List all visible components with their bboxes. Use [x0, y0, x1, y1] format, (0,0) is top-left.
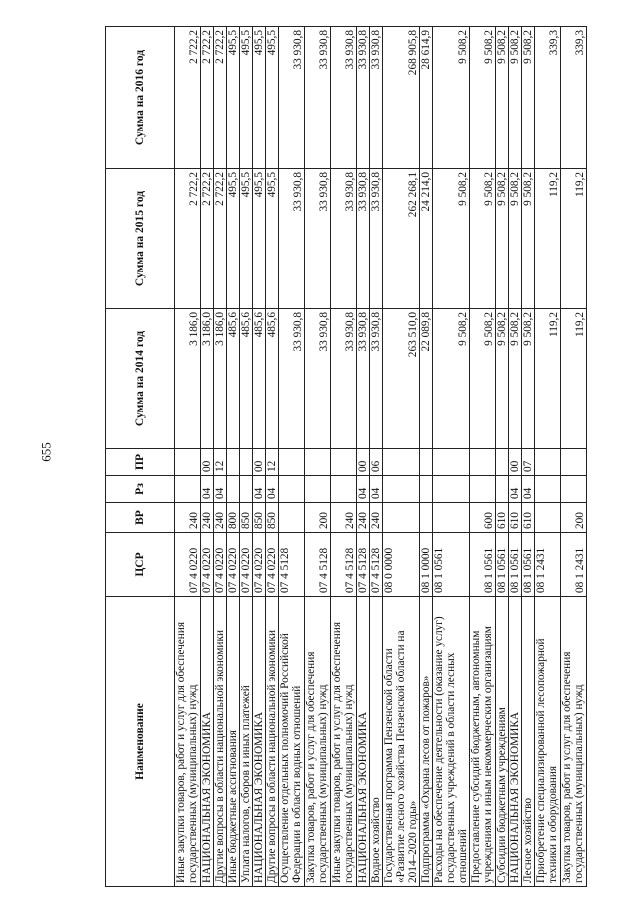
cell-sum-2015: 9 508,2 — [496, 169, 509, 309]
cell-name: НАЦИОНАЛЬНАЯ ЭКОНОМИКА — [201, 597, 214, 887]
cell-sum-2015: 33 930,8 — [370, 169, 383, 309]
cell-vr: 240 — [201, 503, 214, 533]
cell-vr: 240 — [357, 503, 370, 533]
cell-csr: 08 0 0000 — [383, 533, 420, 597]
cell-vr — [433, 503, 470, 533]
cell-pr: 12 — [214, 449, 227, 476]
cell-pr — [470, 449, 496, 476]
cell-pr — [240, 449, 253, 476]
cell-sum-2015: 495,5 — [253, 169, 266, 309]
cell-sum-2016: 2 722,2 — [175, 27, 201, 169]
cell-sum-2015: 9 508,2 — [433, 169, 470, 309]
table-row — [266, 27, 279, 887]
cell-sum-2015: 2 722,2 — [175, 169, 201, 309]
cell-rz — [305, 476, 331, 503]
budget-table — [105, 26, 587, 887]
cell-sum-2016: 33 930,8 — [357, 27, 370, 169]
cell-rz: 04 — [357, 476, 370, 503]
cell-rz — [535, 476, 561, 503]
table-row — [175, 27, 201, 887]
cell-sum-2014: 485,6 — [240, 309, 253, 449]
cell-name: Иные закупки товаров, работ и услуг для обеспечения государственных (муниципальных) нужд — [175, 597, 201, 887]
cell-vr: 240 — [331, 503, 357, 533]
cell-sum-2014: 33 930,8 — [370, 309, 383, 449]
cell-sum-2014: 22 089,8 — [420, 309, 433, 449]
cell-csr: 07 4 0220 — [253, 533, 266, 597]
cell-vr: 610 — [509, 503, 522, 533]
cell-sum-2014: 485,6 — [266, 309, 279, 449]
cell-rz — [383, 476, 420, 503]
cell-vr — [420, 503, 433, 533]
cell-sum-2014: 9 508,2 — [470, 309, 496, 449]
cell-sum-2015: 24 214,0 — [420, 169, 433, 309]
cell-vr: 240 — [214, 503, 227, 533]
cell-csr: 08 1 0561 — [509, 533, 522, 597]
cell-pr: 00 — [201, 449, 214, 476]
cell-sum-2016: 33 930,8 — [331, 27, 357, 169]
cell-name: Субсидии бюджетным учреждениям — [496, 597, 509, 887]
cell-pr — [227, 449, 240, 476]
cell-sum-2015: 33 930,8 — [279, 169, 305, 309]
table-header-row — [106, 27, 175, 887]
cell-rz: 04 — [266, 476, 279, 503]
table-row — [201, 27, 214, 887]
cell-name: НАЦИОНАЛЬНАЯ ЭКОНОМИКА — [357, 597, 370, 887]
cell-pr — [496, 449, 509, 476]
cell-vr: 600 — [470, 503, 496, 533]
cell-sum-2014: 9 508,2 — [433, 309, 470, 449]
header-name: Наименование — [106, 597, 175, 887]
cell-pr: 00 — [509, 449, 522, 476]
cell-sum-2016: 495,5 — [227, 27, 240, 169]
cell-csr: 08 1 0561 — [496, 533, 509, 597]
cell-rz — [561, 476, 587, 503]
cell-name: Другие вопросы в области национальной экономики — [266, 597, 279, 887]
cell-sum-2016: 9 508,2 — [509, 27, 522, 169]
cell-sum-2016: 28 614,9 — [420, 27, 433, 169]
cell-name: Закупка товаров, работ и услуг для обеспечения государственных (муниципальных) нужд — [305, 597, 331, 887]
table-row — [509, 27, 522, 887]
cell-sum-2014: 3 186,0 — [201, 309, 214, 449]
cell-pr — [175, 449, 201, 476]
cell-rz — [240, 476, 253, 503]
header-sum-2014: Сумма на 2014 год — [106, 309, 175, 449]
cell-sum-2014: 3 186,0 — [175, 309, 201, 449]
cell-vr: 610 — [496, 503, 509, 533]
cell-vr — [535, 503, 561, 533]
cell-sum-2014: 33 930,8 — [331, 309, 357, 449]
cell-csr: 08 1 0561 — [470, 533, 496, 597]
cell-csr: 07 4 0220 — [201, 533, 214, 597]
cell-rz: 04 — [509, 476, 522, 503]
cell-sum-2016: 2 722,2 — [201, 27, 214, 169]
cell-name: Подпрограмма «Охрана лесов от пожаров» — [420, 597, 433, 887]
cell-sum-2014: 33 930,8 — [357, 309, 370, 449]
header-pr: ПР — [106, 449, 175, 476]
cell-name: Государственная программа Пензенской области «Развитие лесного хозяйства Пензенской области на 2014–2020 годы» — [383, 597, 420, 887]
table-row — [470, 27, 496, 887]
cell-rz — [227, 476, 240, 503]
cell-pr — [383, 449, 420, 476]
cell-sum-2014: 33 930,8 — [305, 309, 331, 449]
cell-rz — [420, 476, 433, 503]
cell-rz — [331, 476, 357, 503]
cell-sum-2014: 33 930,8 — [279, 309, 305, 449]
cell-csr: 07 4 5128 — [370, 533, 383, 597]
cell-vr: 200 — [305, 503, 331, 533]
cell-vr: 610 — [522, 503, 535, 533]
cell-pr: 06 — [370, 449, 383, 476]
header-vr: ВР — [106, 503, 175, 533]
cell-sum-2015: 119,2 — [535, 169, 561, 309]
cell-sum-2015: 33 930,8 — [305, 169, 331, 309]
cell-csr: 07 4 5128 — [331, 533, 357, 597]
cell-sum-2016: 495,5 — [253, 27, 266, 169]
cell-sum-2014: 263 510,0 — [383, 309, 420, 449]
cell-sum-2016: 9 508,2 — [522, 27, 535, 169]
cell-pr: 07 — [522, 449, 535, 476]
cell-pr — [561, 449, 587, 476]
header-rz: Рз — [106, 476, 175, 503]
cell-pr — [279, 449, 305, 476]
cell-rz: 04 — [522, 476, 535, 503]
cell-vr: 200 — [561, 503, 587, 533]
table-row — [240, 27, 253, 887]
table-row — [522, 27, 535, 887]
cell-sum-2015: 2 722,2 — [214, 169, 227, 309]
cell-vr — [383, 503, 420, 533]
cell-sum-2016: 33 930,8 — [305, 27, 331, 169]
cell-csr: 07 4 0220 — [227, 533, 240, 597]
table-row — [357, 27, 370, 887]
cell-name: Расходы на обеспечение деятельности (оказание услуг) государственных учреждений в области лесных отношений — [433, 597, 470, 887]
cell-name: Водное хозяйство — [370, 597, 383, 887]
cell-pr — [420, 449, 433, 476]
cell-vr: 850 — [253, 503, 266, 533]
table-row — [535, 27, 561, 887]
cell-pr — [331, 449, 357, 476]
cell-sum-2015: 119,2 — [561, 169, 587, 309]
cell-rz — [175, 476, 201, 503]
cell-sum-2016: 9 508,2 — [470, 27, 496, 169]
cell-csr: 07 4 0220 — [240, 533, 253, 597]
cell-sum-2015: 2 722,2 — [201, 169, 214, 309]
cell-sum-2015: 495,5 — [240, 169, 253, 309]
cell-csr: 08 1 2431 — [561, 533, 587, 597]
cell-name: НАЦИОНАЛЬНАЯ ЭКОНОМИКА — [509, 597, 522, 887]
cell-csr: 08 1 2431 — [535, 533, 561, 597]
cell-csr: 07 4 0220 — [266, 533, 279, 597]
page-number: 655 — [38, 442, 54, 462]
cell-sum-2014: 119,2 — [561, 309, 587, 449]
cell-name: Иные закупки товаров, работ и услуг для обеспечения государственных (муниципальных) нужд — [331, 597, 357, 887]
cell-sum-2015: 33 930,8 — [357, 169, 370, 309]
cell-rz — [279, 476, 305, 503]
table-row — [561, 27, 587, 887]
table-row — [420, 27, 433, 887]
cell-rz: 04 — [214, 476, 227, 503]
header-sum-2016: Сумма на 2016 год — [106, 27, 175, 169]
cell-sum-2016: 495,5 — [240, 27, 253, 169]
table-row — [279, 27, 305, 887]
cell-sum-2014: 119,2 — [535, 309, 561, 449]
cell-vr: 800 — [227, 503, 240, 533]
cell-name: НАЦИОНАЛЬНАЯ ЭКОНОМИКА — [253, 597, 266, 887]
table-row — [383, 27, 420, 887]
table-row — [370, 27, 383, 887]
cell-name: Иные бюджетные ассигнования — [227, 597, 240, 887]
table-row — [305, 27, 331, 887]
table-row — [433, 27, 470, 887]
cell-sum-2016: 33 930,8 — [279, 27, 305, 169]
cell-csr: 07 4 0220 — [175, 533, 201, 597]
table-row — [253, 27, 266, 887]
cell-sum-2016: 2 722,2 — [214, 27, 227, 169]
rotated-table-container — [105, 27, 586, 887]
cell-name: Предоставление субсидий бюджетным, автономным учреждениям и иным некоммерческим организациям — [470, 597, 496, 887]
cell-sum-2014: 485,6 — [253, 309, 266, 449]
cell-csr: 07 4 5128 — [305, 533, 331, 597]
cell-sum-2016: 339,3 — [561, 27, 587, 169]
cell-name: Уплата налогов, сборов и иных платежей — [240, 597, 253, 887]
cell-sum-2016: 495,5 — [266, 27, 279, 169]
cell-csr: 08 1 0561 — [522, 533, 535, 597]
cell-pr: 12 — [266, 449, 279, 476]
cell-vr: 240 — [175, 503, 201, 533]
table-body — [175, 27, 587, 887]
header-csr: ЦСР — [106, 533, 175, 597]
cell-name: Закупка товаров, работ и услуг для обеспечения государственных (муниципальных) нужд — [561, 597, 587, 887]
cell-sum-2015: 262 268,1 — [383, 169, 420, 309]
cell-name: Другие вопросы в области национальной экономики — [214, 597, 227, 887]
cell-rz: 04 — [201, 476, 214, 503]
cell-sum-2015: 495,5 — [227, 169, 240, 309]
cell-sum-2014: 9 508,2 — [522, 309, 535, 449]
table-row — [214, 27, 227, 887]
cell-sum-2015: 9 508,2 — [522, 169, 535, 309]
cell-rz — [433, 476, 470, 503]
cell-sum-2014: 485,6 — [227, 309, 240, 449]
cell-rz — [470, 476, 496, 503]
cell-csr: 07 4 5128 — [357, 533, 370, 597]
cell-sum-2016: 33 930,8 — [370, 27, 383, 169]
cell-pr: 00 — [357, 449, 370, 476]
cell-sum-2014: 3 186,0 — [214, 309, 227, 449]
cell-name: Приобретение специализированной лесопожарной техники и оборудования — [535, 597, 561, 887]
cell-sum-2016: 9 508,2 — [433, 27, 470, 169]
table-row — [227, 27, 240, 887]
cell-pr — [535, 449, 561, 476]
cell-sum-2014: 9 508,2 — [496, 309, 509, 449]
cell-csr: 08 1 0000 — [420, 533, 433, 597]
cell-vr: 850 — [266, 503, 279, 533]
cell-rz: 04 — [253, 476, 266, 503]
cell-rz — [496, 476, 509, 503]
cell-name: Осуществление отдельных полномочий Российской Федерации в области водных отношений — [279, 597, 305, 887]
cell-sum-2016: 268 905,8 — [383, 27, 420, 169]
cell-sum-2014: 9 508,2 — [509, 309, 522, 449]
cell-sum-2015: 495,5 — [266, 169, 279, 309]
cell-sum-2015: 9 508,2 — [509, 169, 522, 309]
header-sum-2015: Сумма на 2015 год — [106, 169, 175, 309]
cell-sum-2015: 33 930,8 — [331, 169, 357, 309]
cell-pr — [433, 449, 470, 476]
cell-name: Лесное хозяйство — [522, 597, 535, 887]
cell-csr: 07 4 5128 — [279, 533, 305, 597]
cell-csr: 08 1 0561 — [433, 533, 470, 597]
table-row — [331, 27, 357, 887]
table-row — [496, 27, 509, 887]
cell-sum-2016: 339,3 — [535, 27, 561, 169]
cell-vr: 240 — [370, 503, 383, 533]
cell-rz: 04 — [370, 476, 383, 503]
cell-pr — [305, 449, 331, 476]
cell-csr: 07 4 0220 — [214, 533, 227, 597]
cell-vr: 850 — [240, 503, 253, 533]
cell-sum-2016: 9 508,2 — [496, 27, 509, 169]
cell-vr — [279, 503, 305, 533]
cell-sum-2015: 9 508,2 — [470, 169, 496, 309]
cell-pr: 00 — [253, 449, 266, 476]
